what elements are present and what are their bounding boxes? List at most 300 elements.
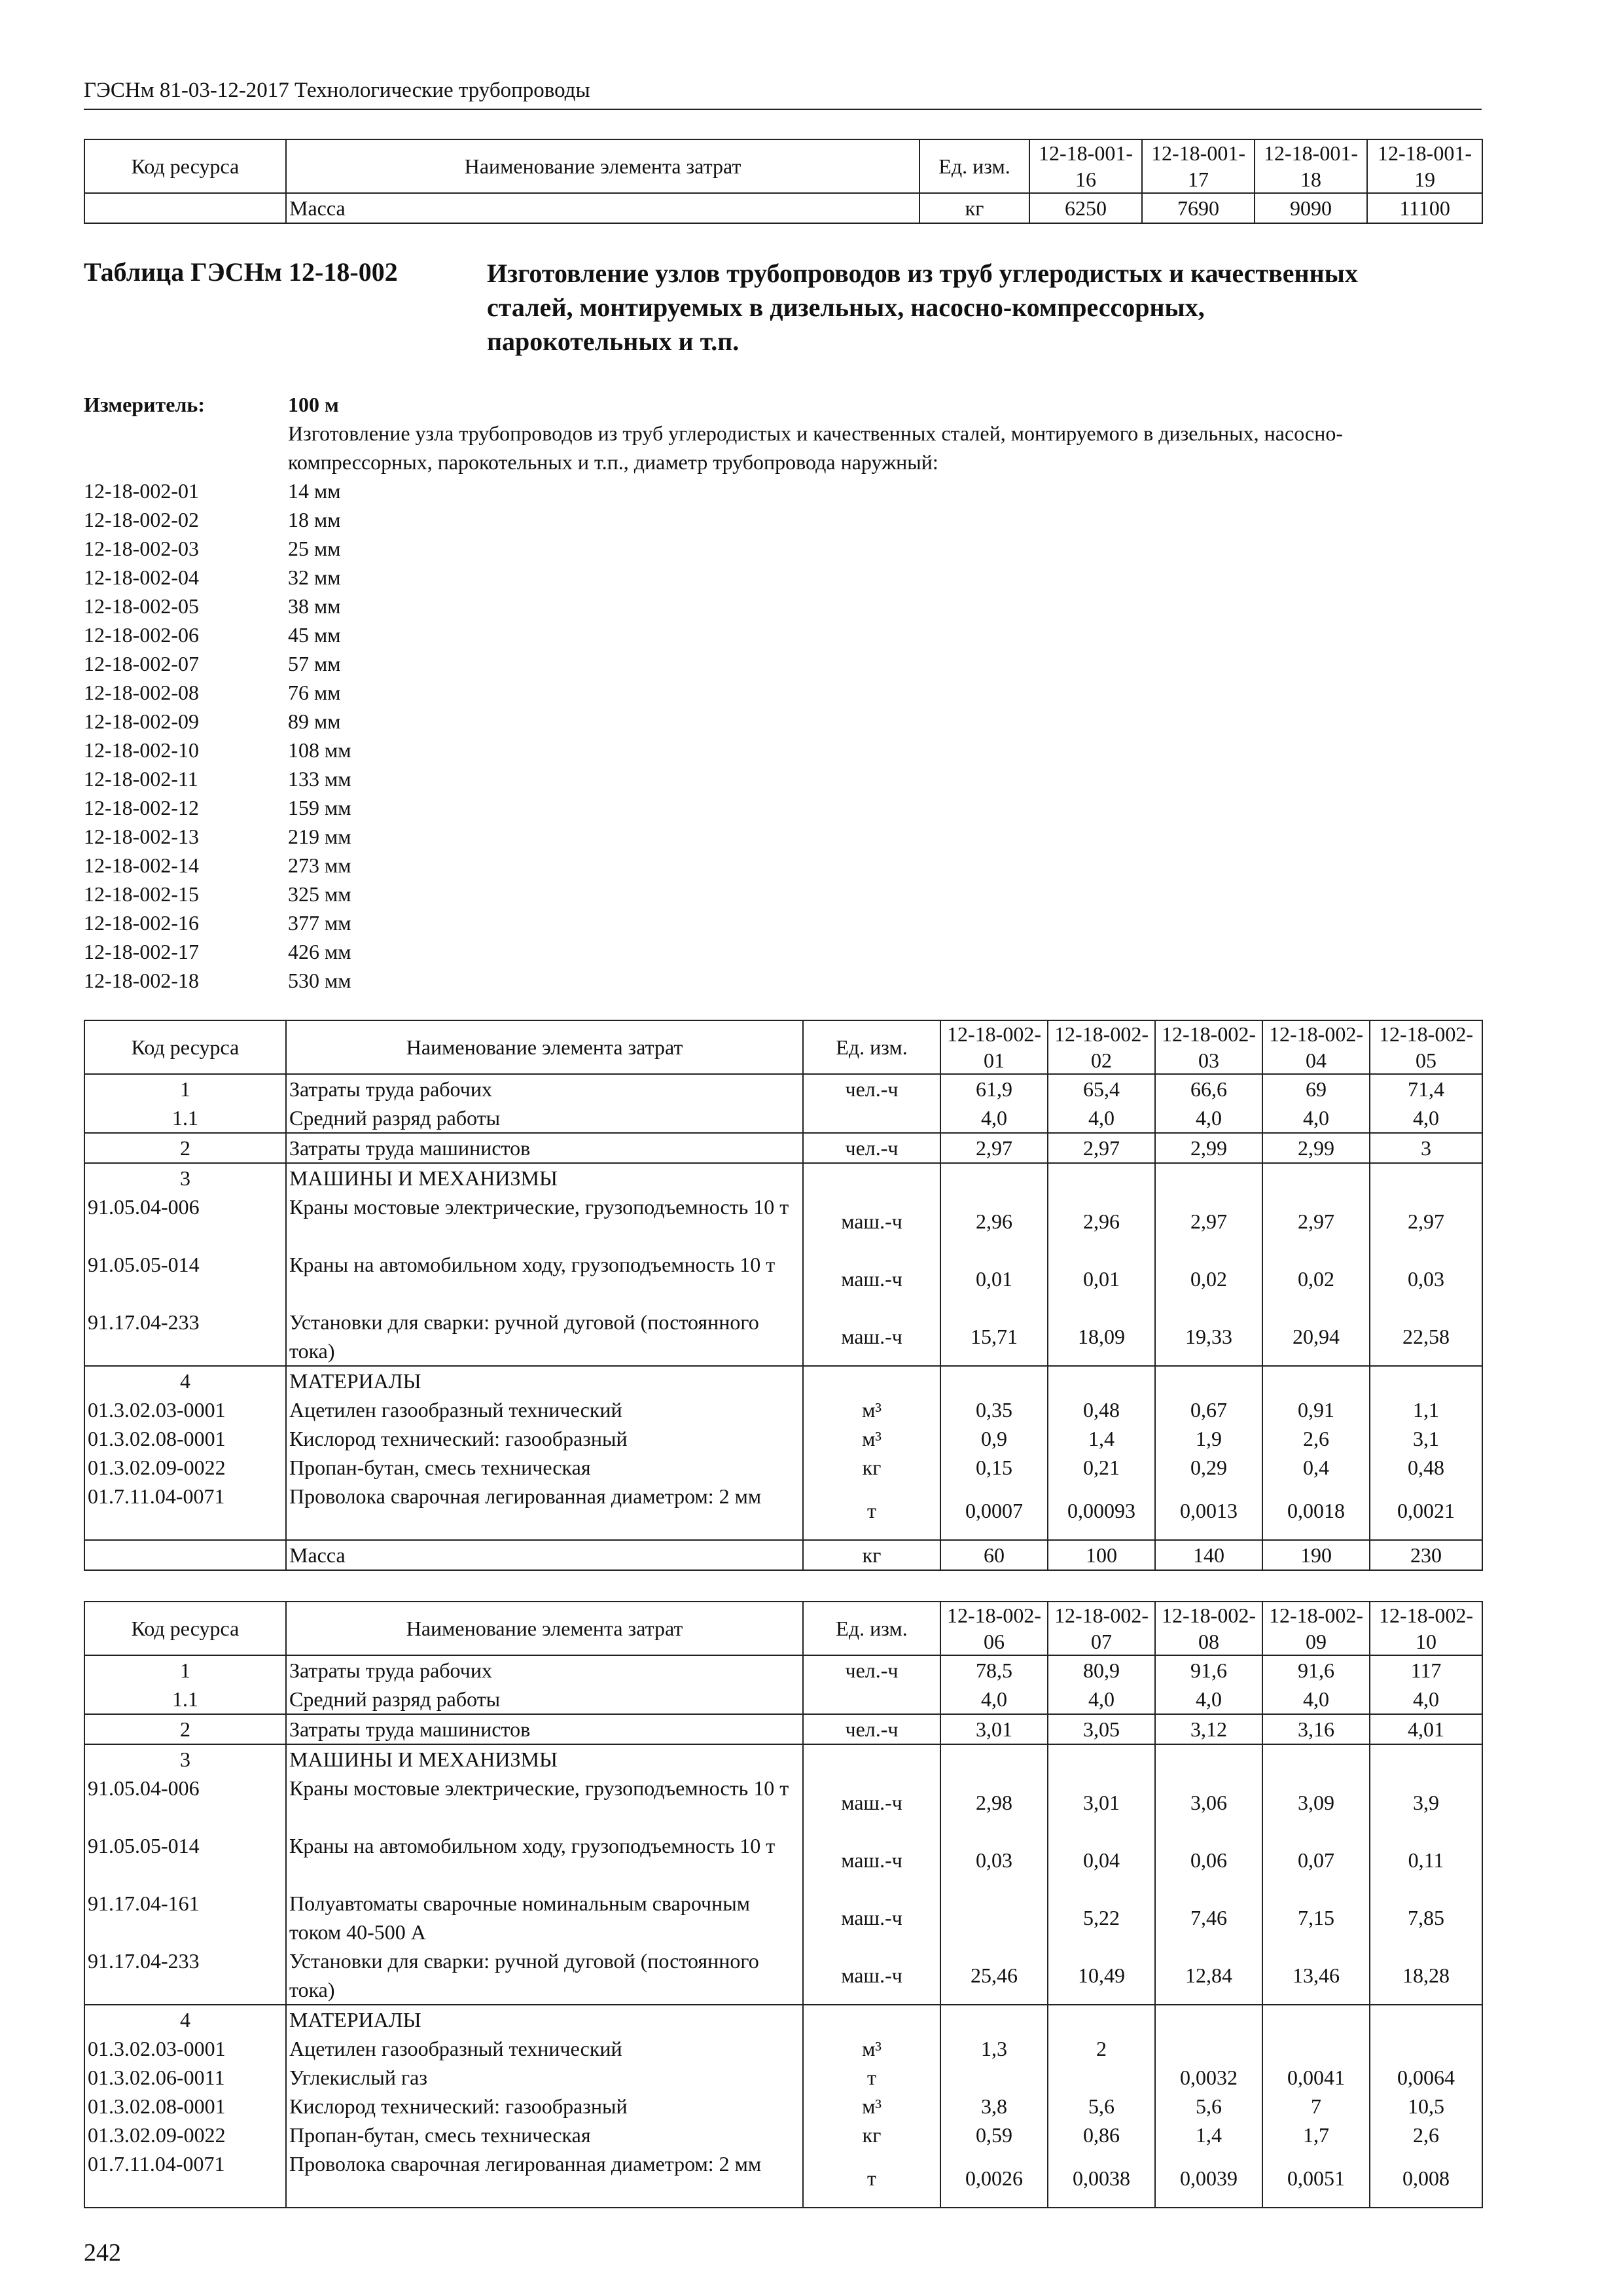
cell-value: 1,4 — [1048, 1424, 1155, 1453]
section-row — [84, 2005, 1482, 2034]
header-code: Код ресурса — [84, 1602, 286, 1655]
cell-value: 1,1 — [1370, 1395, 1482, 1424]
cell-name: МАШИНЫ И МЕХАНИЗМЫ — [286, 1163, 803, 1193]
cell-value — [1048, 1744, 1155, 1774]
cell-code: 4 — [84, 1366, 286, 1395]
table-row — [84, 1424, 1482, 1453]
table-row — [84, 1655, 1482, 1685]
measure-item-value: 18 мм — [288, 508, 341, 531]
cell-value: 0,0021 — [1370, 1482, 1482, 1540]
measure-item-value: 377 мм — [288, 911, 351, 935]
header-col: 12-18-001-17 — [1142, 139, 1255, 193]
cell-value — [1370, 1366, 1482, 1395]
cell-value: 10,5 — [1370, 2092, 1482, 2121]
cell-unit: чел.-ч — [803, 1655, 940, 1685]
measure-item-code: 12-18-002-09 — [84, 709, 199, 733]
measure-value: 100 м — [288, 393, 339, 416]
cell-value: 0,0041 — [1262, 2063, 1370, 2092]
cell-unit — [803, 1103, 940, 1133]
cell-value: 0,03 — [940, 1831, 1048, 1889]
measure-item-value: 45 мм — [288, 623, 341, 647]
header-col: 12-18-001-19 — [1367, 139, 1482, 193]
header-unit: Ед. изм. — [919, 139, 1029, 193]
cell-value: 0,008 — [1370, 2149, 1482, 2208]
cost-table-2 — [84, 1601, 1483, 2208]
measure-item — [84, 476, 1482, 505]
header-col: 12-18-002-05 — [1370, 1020, 1482, 1074]
cell-code: 1.1 — [84, 1103, 286, 1133]
header-col: 12-18-001-18 — [1255, 139, 1367, 193]
cell-value: 11100 — [1367, 193, 1482, 223]
cell-value: 91,6 — [1262, 1655, 1370, 1685]
cell-value: 6250 — [1029, 193, 1142, 223]
measure-item-code: 12-18-002-02 — [84, 508, 199, 531]
cell-value: 0,0007 — [940, 1482, 1048, 1540]
cell-unit: чел.-ч — [803, 1074, 940, 1103]
header-name: Наименование элемента затрат — [286, 139, 919, 193]
cell-value: 9090 — [1255, 193, 1367, 223]
cell-value: 78,5 — [940, 1655, 1048, 1685]
cell-name: Затраты труда машинистов — [286, 1714, 803, 1744]
cell-value — [1262, 1366, 1370, 1395]
table-row — [84, 1774, 1482, 1831]
header-col: 12-18-002-07 — [1048, 1602, 1155, 1655]
cell-value: 0,67 — [1155, 1395, 1262, 1424]
cell-value: 1,7 — [1262, 2121, 1370, 2149]
cell-value: 7690 — [1142, 193, 1255, 223]
cell-unit: м³ — [803, 2034, 940, 2063]
measure-item-code: 12-18-002-03 — [84, 537, 199, 560]
cell-unit: кг — [803, 2121, 940, 2149]
cell-code: 1.1 — [84, 1685, 286, 1714]
cell-value: 4,0 — [1262, 1685, 1370, 1714]
cell-unit: маш.-ч — [803, 1831, 940, 1889]
section-row — [84, 1744, 1482, 1774]
measure-item-value: 57 мм — [288, 652, 341, 675]
section-row — [84, 1366, 1482, 1395]
cell-value: 2,97 — [1370, 1193, 1482, 1250]
table-row — [84, 1889, 1482, 1946]
cell-unit: т — [803, 1482, 940, 1540]
measure-item-code: 12-18-002-04 — [84, 565, 199, 589]
cell-code: 01.3.02.06-0011 — [84, 2063, 286, 2092]
cell-name: Кислород технический: газообразный — [286, 2092, 803, 2121]
cell-value — [1155, 1366, 1262, 1395]
measure-item — [84, 592, 1482, 620]
cell-value — [940, 2005, 1048, 2034]
cell-value: 0,11 — [1370, 1831, 1482, 1889]
cell-value — [1262, 2034, 1370, 2063]
cell-value: 2,98 — [940, 1774, 1048, 1831]
measure-item — [84, 649, 1482, 678]
cell-value — [1370, 1163, 1482, 1193]
cell-value: 230 — [1370, 1540, 1482, 1570]
cell-value: 4,0 — [940, 1685, 1048, 1714]
cell-value — [1370, 2034, 1482, 2063]
cell-name: Краны мостовые электрические, грузоподъемность 10 т — [286, 1774, 803, 1831]
measure-description: Изготовление узла трубопроводов из труб углеродистых и качественных сталей, монтируемого в дизельных, насосно-компрессорных, парокотельных и т.п., диаметр трубопровода наружный: — [288, 422, 1343, 474]
cell-unit: м³ — [803, 1424, 940, 1453]
cell-unit: т — [803, 2149, 940, 2208]
cell-value: 3,1 — [1370, 1424, 1482, 1453]
cell-code: 2 — [84, 1133, 286, 1163]
measure-item — [84, 908, 1482, 937]
cell-value — [1370, 2005, 1482, 2034]
cell-value: 5,22 — [1048, 1889, 1155, 1946]
cell-value: 3,09 — [1262, 1774, 1370, 1831]
measure-item — [84, 822, 1482, 851]
cell-unit — [803, 1744, 940, 1774]
cell-value: 0,02 — [1155, 1250, 1262, 1308]
table-header-row — [84, 139, 1482, 193]
cell-value: 0,86 — [1048, 2121, 1155, 2149]
cell-name: Проволока сварочная легированная диаметром: 2 мм — [286, 1482, 803, 1540]
cell-name: Затраты труда рабочих — [286, 1074, 803, 1103]
measure-item — [84, 707, 1482, 736]
cell-value: 0,0013 — [1155, 1482, 1262, 1540]
section-row — [84, 1163, 1482, 1193]
cell-name: Пропан-бутан, смесь техническая — [286, 2121, 803, 2149]
measure-label: Измеритель: — [84, 393, 205, 416]
cell-value — [1048, 1163, 1155, 1193]
cell-value — [940, 1163, 1048, 1193]
cell-value: 3,8 — [940, 2092, 1048, 2121]
cell-value: 0,02 — [1262, 1250, 1370, 1308]
cell-value: 0,00093 — [1048, 1482, 1155, 1540]
cell-value: 140 — [1155, 1540, 1262, 1570]
cell-value: 0,35 — [940, 1395, 1048, 1424]
cell-value: 10,49 — [1048, 1946, 1155, 2005]
measure-item — [84, 736, 1482, 764]
cell-code — [84, 193, 286, 223]
cell-name: Установки для сварки: ручной дуговой (постоянного тока) — [286, 1308, 803, 1366]
measure-item-value: 108 мм — [288, 738, 351, 762]
cell-value: 20,94 — [1262, 1308, 1370, 1366]
measure-item-value: 76 мм — [288, 681, 341, 704]
table-row — [84, 1540, 1482, 1570]
page-number: 242 — [84, 2239, 121, 2267]
cell-unit — [803, 2005, 940, 2034]
cell-value: 4,0 — [1155, 1103, 1262, 1133]
cell-value: 25,46 — [940, 1946, 1048, 2005]
cell-value — [1048, 2005, 1155, 2034]
cell-value: 91,6 — [1155, 1655, 1262, 1685]
cell-value: 0,0018 — [1262, 1482, 1370, 1540]
measure-item — [84, 620, 1482, 649]
cell-value: 0,48 — [1370, 1453, 1482, 1482]
cell-value: 4,0 — [1048, 1103, 1155, 1133]
cell-code: 01.3.02.09-0022 — [84, 2121, 286, 2149]
cell-value: 2,99 — [1262, 1133, 1370, 1163]
table-row — [84, 1831, 1482, 1889]
running-head: ГЭСНм 81-03-12-2017 Технологические трубопроводы — [84, 79, 1482, 110]
header-unit: Ед. изм. — [803, 1602, 940, 1655]
cell-value: 3,01 — [940, 1714, 1048, 1744]
cell-value — [1048, 1366, 1155, 1395]
cell-code: 1 — [84, 1655, 286, 1685]
cell-value: 2,99 — [1155, 1133, 1262, 1163]
cell-value: 60 — [940, 1540, 1048, 1570]
cell-name: МАШИНЫ И МЕХАНИЗМЫ — [286, 1744, 803, 1774]
cell-value: 4,0 — [1155, 1685, 1262, 1714]
cell-value — [1155, 2034, 1262, 2063]
table-row — [84, 1685, 1482, 1714]
cell-name: Затраты труда рабочих — [286, 1655, 803, 1685]
measure-item — [84, 764, 1482, 793]
cell-value: 3,06 — [1155, 1774, 1262, 1831]
cell-value: 2,6 — [1370, 2121, 1482, 2149]
cell-unit — [803, 1366, 940, 1395]
table-row — [84, 2092, 1482, 2121]
cell-name: Краны мостовые электрические, грузоподъемность 10 т — [286, 1193, 803, 1250]
cell-value: 0,48 — [1048, 1395, 1155, 1424]
cell-value: 13,46 — [1262, 1946, 1370, 2005]
cell-value: 12,84 — [1155, 1946, 1262, 2005]
cell-code: 91.05.05-014 — [84, 1831, 286, 1889]
cell-value — [1370, 1744, 1482, 1774]
cell-value: 0,91 — [1262, 1395, 1370, 1424]
cell-code: 01.3.02.03-0001 — [84, 1395, 286, 1424]
header-col: 12-18-002-09 — [1262, 1602, 1370, 1655]
measure-item-value: 14 мм — [288, 479, 341, 503]
cell-unit: т — [803, 2063, 940, 2092]
cell-code: 91.17.04-161 — [84, 1889, 286, 1946]
cell-value: 100 — [1048, 1540, 1155, 1570]
cell-value: 65,4 — [1048, 1074, 1155, 1103]
table-header-row — [84, 1020, 1482, 1074]
measure-item-value: 426 мм — [288, 940, 351, 963]
cell-value: 18,28 — [1370, 1946, 1482, 2005]
cell-name: Пропан-бутан, смесь техническая — [286, 1453, 803, 1482]
cell-unit: чел.-ч — [803, 1714, 940, 1744]
cell-value: 1,9 — [1155, 1424, 1262, 1453]
measure-item — [84, 851, 1482, 880]
measure-item-value: 219 мм — [288, 825, 351, 848]
measure-item-value: 325 мм — [288, 882, 351, 906]
cell-name: Кислород технический: газообразный — [286, 1424, 803, 1453]
cell-value: 3,01 — [1048, 1774, 1155, 1831]
cell-unit: маш.-ч — [803, 1193, 940, 1250]
cell-value: 2,97 — [940, 1133, 1048, 1163]
header-unit: Ед. изм. — [803, 1020, 940, 1074]
cell-name: МАТЕРИАЛЫ — [286, 1366, 803, 1395]
table-row — [84, 2121, 1482, 2149]
measure-item — [84, 880, 1482, 908]
cell-value — [1262, 1163, 1370, 1193]
cell-value: 3,16 — [1262, 1714, 1370, 1744]
cell-value — [1262, 2005, 1370, 2034]
measure-description-row — [84, 419, 1482, 476]
cell-value: 0,15 — [940, 1453, 1048, 1482]
cell-unit: кг — [803, 1453, 940, 1482]
measure-item-code: 12-18-002-05 — [84, 594, 199, 618]
header-col: 12-18-001-16 — [1029, 139, 1142, 193]
table-row — [84, 1308, 1482, 1366]
table-title: Изготовление узлов трубопроводов из труб углеродистых и качественных сталей, монтируемых в дизельных, насосно-компрессорных, парокотельных и т.п. — [487, 259, 1358, 356]
cell-code: 01.7.11.04-0071 — [84, 2149, 286, 2208]
cell-value: 61,9 — [940, 1074, 1048, 1103]
cell-code: 91.17.04-233 — [84, 1946, 286, 2005]
cell-unit: м³ — [803, 2092, 940, 2121]
measure-item — [84, 793, 1482, 822]
cell-name: Краны на автомобильном ходу, грузоподъемность 10 т — [286, 1831, 803, 1889]
header-col: 12-18-002-10 — [1370, 1602, 1482, 1655]
cell-value: 0,0032 — [1155, 2063, 1262, 2092]
cell-value: 2,97 — [1262, 1193, 1370, 1250]
cell-value: 190 — [1262, 1540, 1370, 1570]
header-col: 12-18-002-06 — [940, 1602, 1048, 1655]
cell-unit: маш.-ч — [803, 1250, 940, 1308]
cell-unit: кг — [803, 1540, 940, 1570]
cell-value: 0,0064 — [1370, 2063, 1482, 2092]
cell-value: 19,33 — [1155, 1308, 1262, 1366]
table-row — [84, 1103, 1482, 1133]
cell-value: 2 — [1048, 2034, 1155, 2063]
header-col: 12-18-002-08 — [1155, 1602, 1262, 1655]
cell-code: 01.3.02.09-0022 — [84, 1453, 286, 1482]
cell-value: 0,0051 — [1262, 2149, 1370, 2208]
measure-item — [84, 678, 1482, 707]
header-name: Наименование элемента затрат — [286, 1020, 803, 1074]
measure-item-code: 12-18-002-08 — [84, 681, 199, 704]
table-header-row — [84, 1602, 1482, 1655]
cell-value: 0,9 — [940, 1424, 1048, 1453]
cell-value: 4,0 — [1370, 1103, 1482, 1133]
cell-value: 117 — [1370, 1655, 1482, 1685]
cell-unit: м³ — [803, 1395, 940, 1424]
cell-value — [1155, 1163, 1262, 1193]
cell-name: Ацетилен газообразный технический — [286, 1395, 803, 1424]
cell-value: 2,97 — [1048, 1133, 1155, 1163]
cell-name: Углекислый газ — [286, 2063, 803, 2092]
cell-value: 0,0026 — [940, 2149, 1048, 2208]
cell-value — [1048, 2063, 1155, 2092]
cell-unit: маш.-ч — [803, 1889, 940, 1946]
table-row — [84, 1074, 1482, 1103]
cell-value: 7 — [1262, 2092, 1370, 2121]
cell-code: 3 — [84, 1163, 286, 1193]
cell-value: 3,05 — [1048, 1714, 1155, 1744]
measure-item-code: 12-18-002-15 — [84, 882, 199, 906]
cell-unit: чел.-ч — [803, 1133, 940, 1163]
table-row — [84, 1714, 1482, 1744]
cell-name: МАТЕРИАЛЫ — [286, 2005, 803, 2034]
table-row — [84, 2149, 1482, 2208]
cell-value: 18,09 — [1048, 1308, 1155, 1366]
measure-item — [84, 937, 1482, 966]
cell-code: 01.3.02.08-0001 — [84, 1424, 286, 1453]
header-col: 12-18-002-02 — [1048, 1020, 1155, 1074]
cell-value: 0,0039 — [1155, 2149, 1262, 2208]
cell-value — [940, 2063, 1048, 2092]
measure-list — [84, 476, 1482, 995]
cell-name: Средний разряд работы — [286, 1103, 803, 1133]
measure-item — [84, 534, 1482, 563]
cost-table-1 — [84, 1020, 1483, 1571]
cell-value: 0,07 — [1262, 1831, 1370, 1889]
cell-value: 3,12 — [1155, 1714, 1262, 1744]
cell-unit: маш.-ч — [803, 1946, 940, 2005]
cell-value — [940, 1744, 1048, 1774]
cell-code — [84, 1540, 286, 1570]
measure-item-code: 12-18-002-07 — [84, 652, 199, 675]
cell-value — [940, 1889, 1048, 1946]
cell-code: 1 — [84, 1074, 286, 1103]
measure-section — [84, 390, 1482, 995]
header-col: 12-18-002-04 — [1262, 1020, 1370, 1074]
cell-name: Ацетилен газообразный технический — [286, 2034, 803, 2063]
measure-item-code: 12-18-002-14 — [84, 853, 199, 877]
cell-value: 66,6 — [1155, 1074, 1262, 1103]
cell-value: 0,4 — [1262, 1453, 1370, 1482]
table-row — [84, 1193, 1482, 1250]
table-row — [84, 1395, 1482, 1424]
cell-value: 5,6 — [1155, 2092, 1262, 2121]
cell-value: 69 — [1262, 1074, 1370, 1103]
cell-value: 3,9 — [1370, 1774, 1482, 1831]
measure-item-code: 12-18-002-10 — [84, 738, 199, 762]
cell-value: 2,96 — [1048, 1193, 1155, 1250]
measure-item-value: 530 мм — [288, 969, 351, 992]
cell-value: 3 — [1370, 1133, 1482, 1163]
header-code: Код ресурса — [84, 139, 286, 193]
cell-code: 01.7.11.04-0071 — [84, 1482, 286, 1540]
cell-value: 7,15 — [1262, 1889, 1370, 1946]
cell-value: 4,0 — [1262, 1103, 1370, 1133]
measure-item-code: 12-18-002-01 — [84, 479, 199, 503]
measure-item-value: 273 мм — [288, 853, 351, 877]
cell-value: 5,6 — [1048, 2092, 1155, 2121]
cell-code: 91.05.05-014 — [84, 1250, 286, 1308]
cell-code: 2 — [84, 1714, 286, 1744]
top-cost-table — [84, 139, 1483, 224]
cell-unit — [803, 1163, 940, 1193]
cell-code: 91.05.04-006 — [84, 1193, 286, 1250]
measure-item-code: 12-18-002-17 — [84, 940, 199, 963]
measure-row — [84, 390, 1482, 419]
cell-unit: маш.-ч — [803, 1774, 940, 1831]
cell-value: 2,6 — [1262, 1424, 1370, 1453]
table-id: Таблица ГЭСНм 12-18-002 — [84, 257, 398, 287]
table-row — [84, 1250, 1482, 1308]
cell-name: Полуавтоматы сварочные номинальным сварочным током 40-500 А — [286, 1889, 803, 1946]
header-name: Наименование элемента затрат — [286, 1602, 803, 1655]
table-row — [84, 1946, 1482, 2005]
cell-value: 4,0 — [1370, 1685, 1482, 1714]
table-row — [84, 1482, 1482, 1540]
cell-name: Краны на автомобильном ходу, грузоподъемность 10 т — [286, 1250, 803, 1308]
cell-value: 0,21 — [1048, 1453, 1155, 1482]
cell-code: 01.3.02.03-0001 — [84, 2034, 286, 2063]
table-row — [84, 2063, 1482, 2092]
measure-item-code: 12-18-002-11 — [84, 767, 198, 791]
cell-value: 0,03 — [1370, 1250, 1482, 1308]
measure-item-code: 12-18-002-06 — [84, 623, 199, 647]
cell-value: 0,06 — [1155, 1831, 1262, 1889]
cell-value: 71,4 — [1370, 1074, 1482, 1103]
cell-name: Средний разряд работы — [286, 1685, 803, 1714]
cell-value — [940, 1366, 1048, 1395]
cell-unit: маш.-ч — [803, 1308, 940, 1366]
header-col: 12-18-002-03 — [1155, 1020, 1262, 1074]
cell-unit — [803, 1685, 940, 1714]
cell-code: 01.3.02.08-0001 — [84, 2092, 286, 2121]
cell-name: Установки для сварки: ручной дуговой (постоянного тока) — [286, 1946, 803, 2005]
table-row — [84, 1453, 1482, 1482]
measure-item-value: 89 мм — [288, 709, 341, 733]
header-col: 12-18-002-01 — [940, 1020, 1048, 1074]
cell-value — [1155, 2005, 1262, 2034]
